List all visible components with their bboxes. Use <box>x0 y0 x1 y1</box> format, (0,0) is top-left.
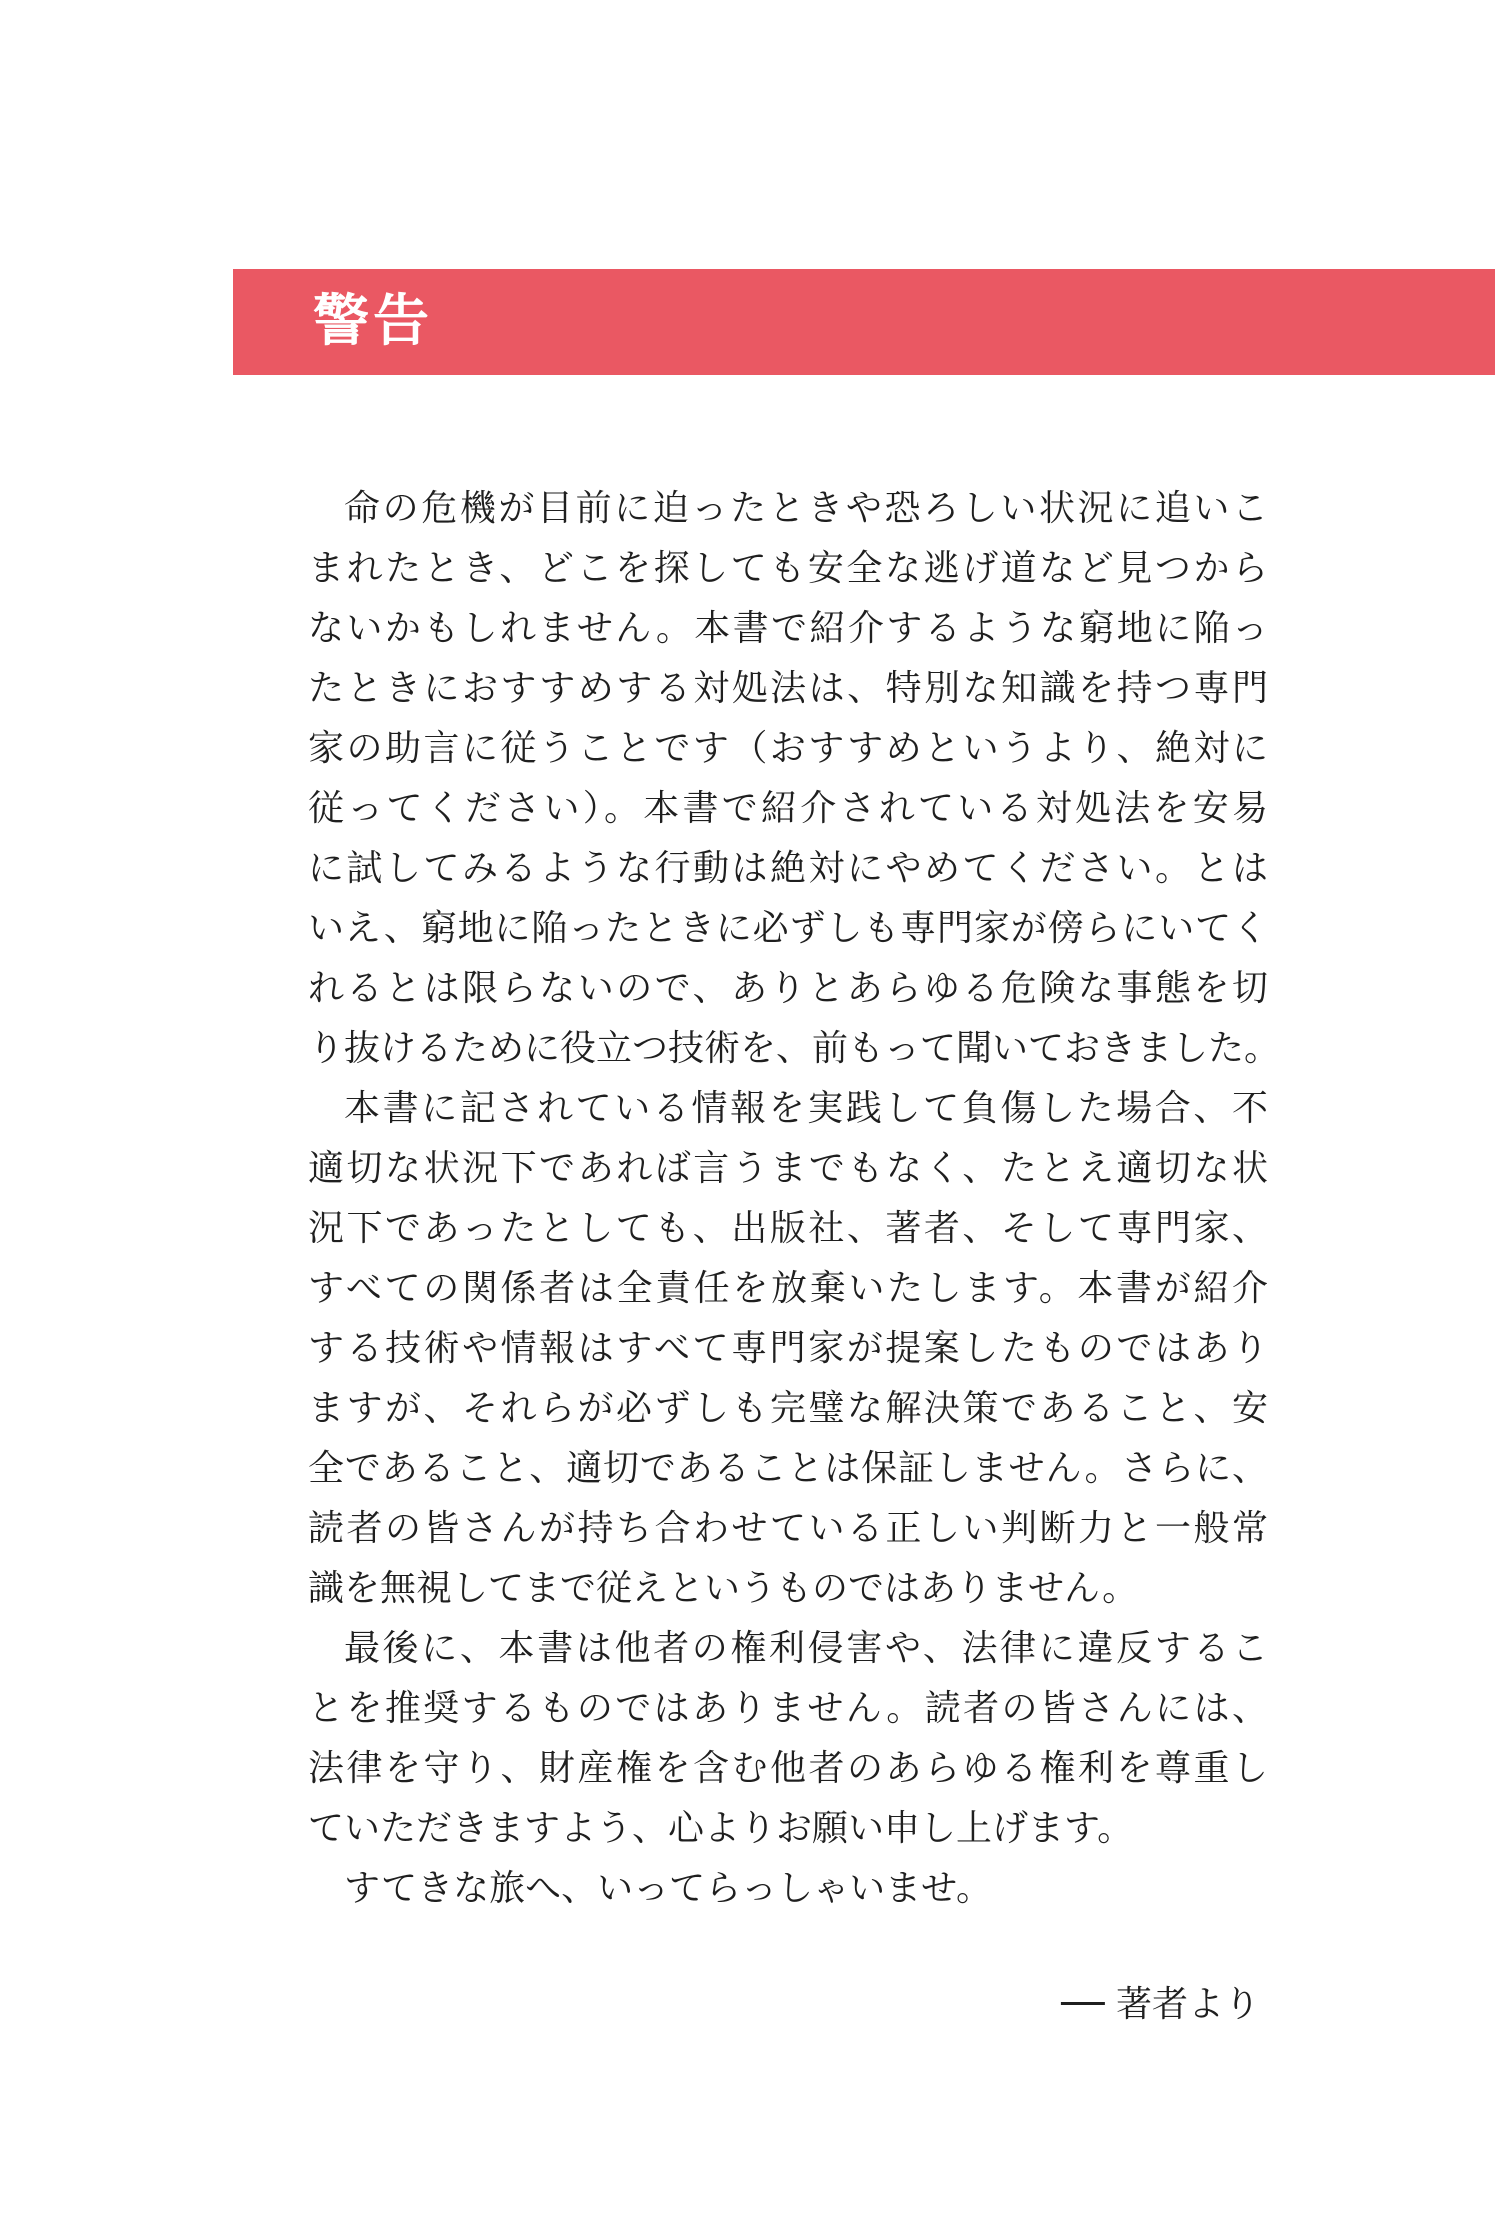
paragraph-line: いえ、窮地に陥ったときに必ずしも専門家が傍らにいてく <box>308 908 1268 949</box>
paragraph-line: 法律を守り、財産権を含む他者のあらゆる権利を尊重し <box>308 1748 1268 1789</box>
paragraph-line: 家の助言に従うことです（おすすめというより、絶対に <box>308 728 1268 769</box>
page-title: 警告 <box>313 289 433 354</box>
paragraph-line: 況下であったとしても、出版社、著者、そして専門家、 <box>308 1208 1268 1249</box>
paragraph-line: まれたとき、どこを探しても安全な逃げ道など見つから <box>308 548 1268 589</box>
paragraph-line: 命の危機が目前に迫ったときや恐ろしい状況に追いこ <box>344 488 1268 529</box>
paragraph-line: すてきな旅へ、いってらっしゃいませ。 <box>344 1868 993 1909</box>
author-signature: ── 著者より <box>1061 1984 1260 2025</box>
header-band <box>233 269 1495 375</box>
paragraph-line: 従ってください）。本書で紹介されている対処法を安易 <box>308 788 1268 829</box>
paragraph-line: 全であること、適切であることは保証しません。さらに、 <box>308 1448 1268 1489</box>
paragraph-line: ないかもしれません。本書で紹介するような窮地に陥っ <box>308 608 1268 649</box>
paragraph-line: 本書に記されている情報を実践して負傷した場合、不 <box>344 1088 1268 1129</box>
paragraph-line: 読者の皆さんが持ち合わせている正しい判断力と一般常 <box>308 1508 1268 1549</box>
paragraph-line: 最後に、本書は他者の権利侵害や、法律に違反するこ <box>344 1628 1268 1669</box>
paragraph-line: する技術や情報はすべて専門家が提案したものではあり <box>308 1328 1268 1369</box>
paragraph-line: とを推奨するものではありません。読者の皆さんには、 <box>308 1688 1268 1729</box>
paragraph-line: に試してみるような行動は絶対にやめてください。とは <box>308 848 1268 889</box>
paragraph-line: すべての関係者は全責任を放棄いたします。本書が紹介 <box>308 1268 1268 1309</box>
paragraph-line: ていただきますよう、心よりお願い申し上げます。 <box>308 1808 1134 1849</box>
paragraph-line: たときにおすすめする対処法は、特別な知識を持つ専門 <box>308 668 1268 709</box>
body-text <box>308 479 1281 1919</box>
paragraph-line: 識を無視してまで従えというものではありません。 <box>308 1568 1139 1609</box>
paragraph-line: り抜けるために役立つ技術を、前もって聞いておきました。 <box>308 1028 1281 1069</box>
paragraph-line: ますが、それらが必ずしも完璧な解決策であること、安 <box>308 1388 1268 1429</box>
paragraph-line: 適切な状況下であれば言うまでもなく、たとえ適切な状 <box>308 1148 1268 1189</box>
paragraph-line: れるとは限らないので、ありとあらゆる危険な事態を切 <box>308 968 1268 1009</box>
